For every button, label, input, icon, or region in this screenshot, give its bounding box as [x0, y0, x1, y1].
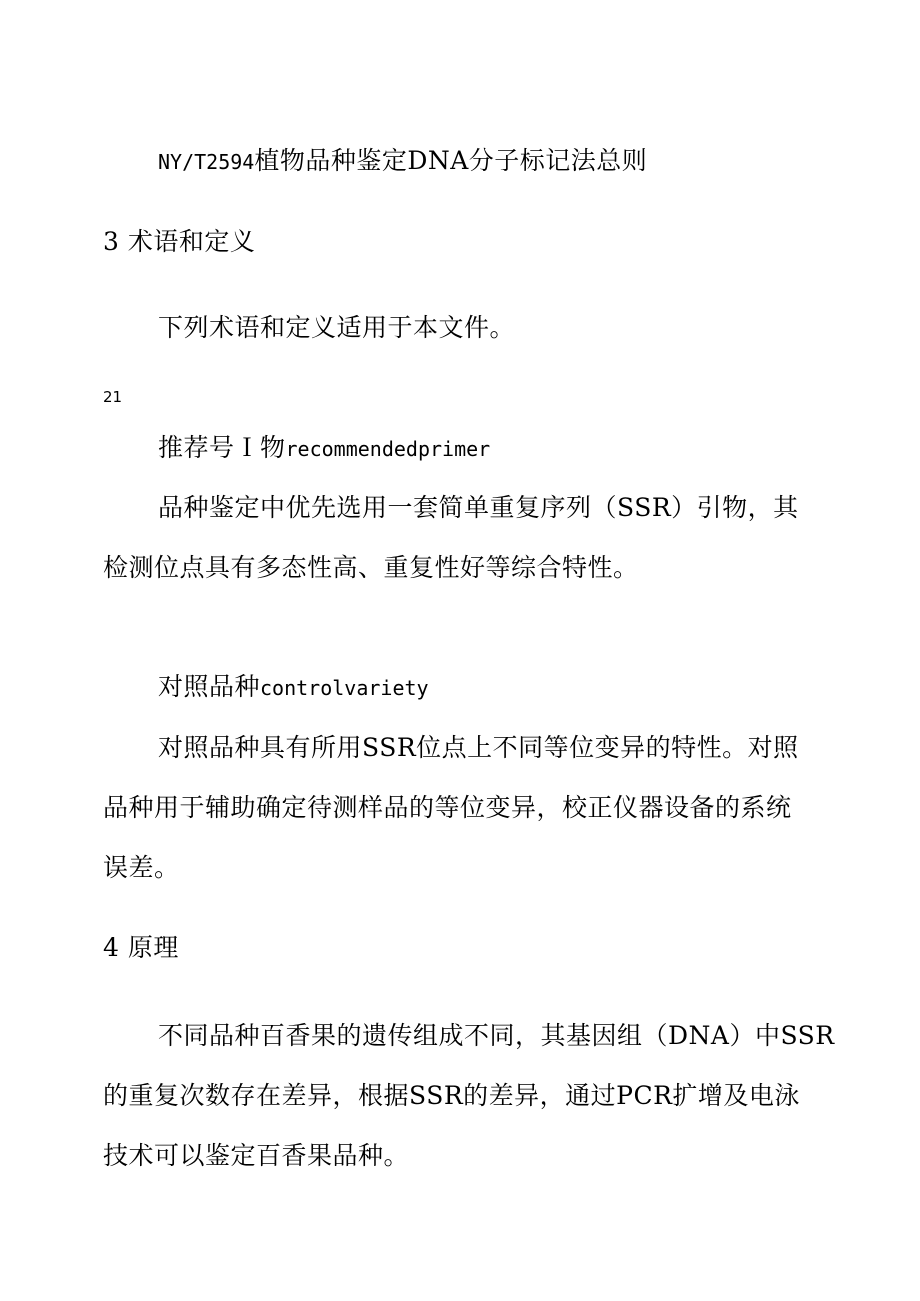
- section-4-line-2: 的重复次数存在差异，根据SSR的差异，通过PCR扩增及电泳: [103, 1081, 800, 1110]
- term-1-zh: 推荐号Ｉ物: [158, 433, 286, 462]
- term-2-zh: 对照品种: [158, 672, 261, 701]
- term-2-def-line-2: 品种用于辅助确定待测样品的等位变异，校正仪器设备的系统: [103, 793, 792, 822]
- section-3-heading: 3 术语和定义: [103, 227, 256, 256]
- term-2-heading: [158, 669, 429, 706]
- term-2-def-line-3: 误差。: [103, 853, 180, 882]
- reference-code: NY/T2594: [158, 150, 255, 174]
- reference-title: 植物品种鉴定DNA分子标记法总则: [254, 146, 648, 175]
- section-4-line-1: 不同品种百香果的遗传组成不同，其基因组（DNA）中SSR: [158, 1021, 835, 1050]
- reference-line: [158, 143, 647, 180]
- term-2-def-line-1: 对照品种具有所用SSR位点上不同等位变异的特性。对照: [158, 733, 799, 762]
- term-1-heading: [158, 430, 490, 467]
- term-1-def-line-2: 检测位点具有多态性高、重复性好等综合特性。: [103, 553, 639, 582]
- term-1-en: recommendedprimer: [285, 437, 491, 461]
- term-1-def-line-1: 品种鉴定中优先选用一套简单重复序列（SSR）引物，其: [158, 493, 799, 522]
- term-2-en: controlvariety: [260, 676, 429, 700]
- section-4-heading: 4 原理: [103, 933, 179, 962]
- clause-number: 21: [103, 388, 123, 406]
- section-3-intro: 下列术语和定义适用于本文件。: [158, 313, 516, 342]
- section-4-line-3: 技术可以鉴定百香果品种。: [103, 1141, 410, 1170]
